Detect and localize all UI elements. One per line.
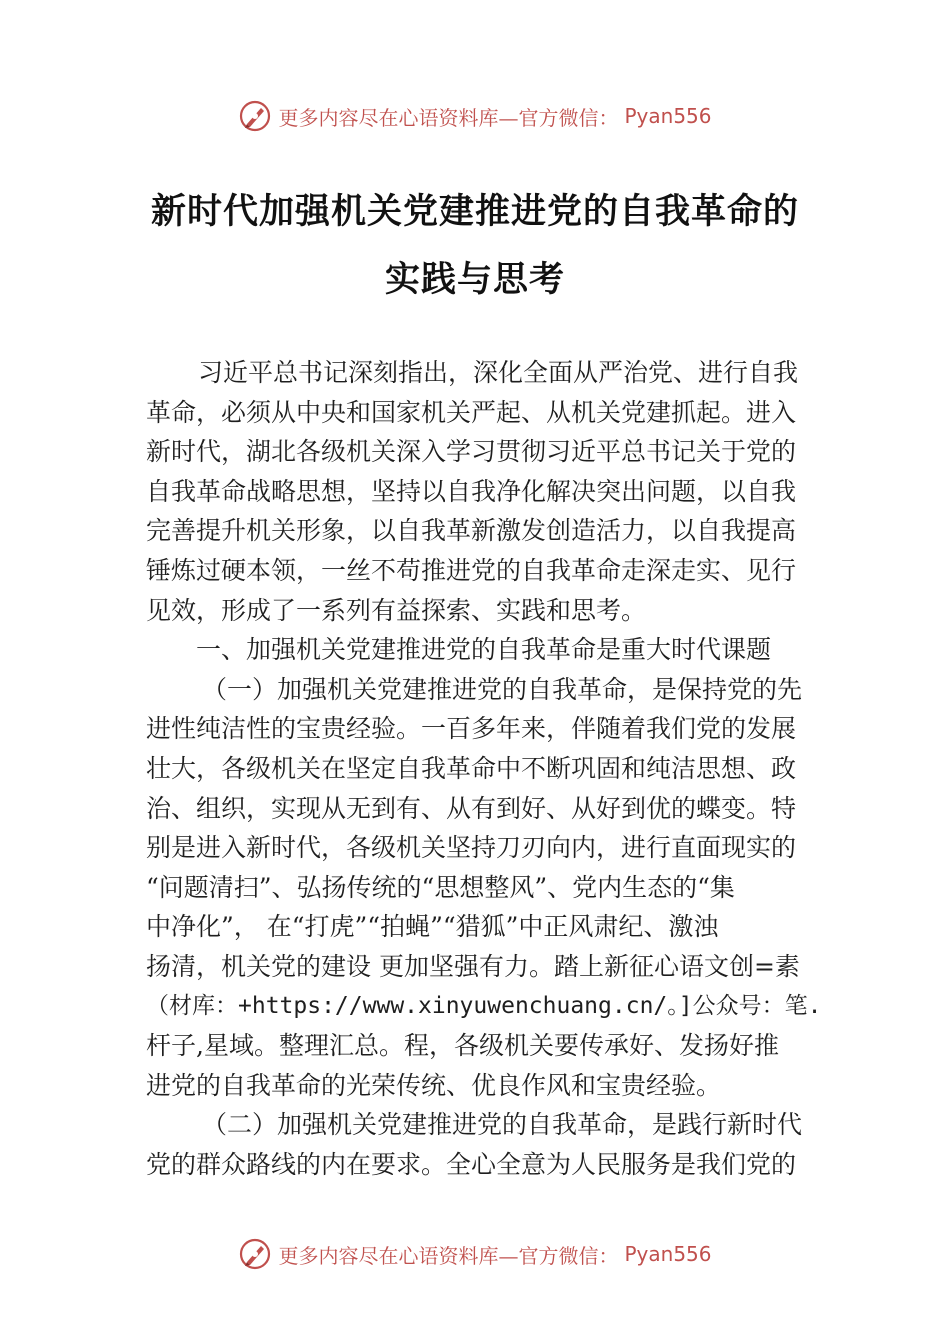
- paragraph-line: 革命，必须从中央和国家机关严起、从机关党建抓起。进入: [146, 397, 797, 427]
- watermark-text: 更多内容尽在心语资料库—官方微信：: [278, 105, 619, 130]
- paragraph-line: 自我革命战略思想，坚持以自我净化解决突出问题，以自我: [146, 476, 797, 506]
- paragraph-line: 完善提升机关形象，以自我革新激发创造活力，以自我提高: [146, 516, 797, 546]
- paragraph-line: 习近平总书记深刻指出，深化全面从严治党、进行自我: [198, 358, 799, 387]
- footer-watermark: [0, 1234, 950, 1274]
- paragraph-line: “问题清扫”、弘扬传统的“思想整风”、党内生态的“集: [146, 872, 735, 902]
- document-title-line-1: 新时代加强机关党建推进党的自我革命的: [150, 191, 799, 232]
- pen-circle-logo-icon: [238, 99, 272, 133]
- watermark-wechat-id: Pyan556: [624, 1242, 712, 1266]
- paragraph-line: 壮大，各级机关在坚定自我革命中不断巩固和纯洁思想、政: [146, 753, 797, 783]
- paragraph-line: 见效，形成了一系列有益探索、实践和思考。: [146, 595, 647, 625]
- pen-circle-logo-icon: [238, 1237, 272, 1271]
- paragraph-line: 中净化”， 在“打虎”“拍蝇”“猎狐”中正风肃纪、激浊: [146, 912, 719, 942]
- paragraph-line: 杆子,星域。整理汇总。程，各级机关要传承好、发扬好推: [146, 1031, 779, 1061]
- paragraph-line: 锤炼过硬本领，一丝不苟推进党的自我革命走深走实、见行: [146, 555, 797, 585]
- paragraph-line: 扬清，机关党的建设 更加坚强有力。踏上新征心语文创=素: [146, 951, 800, 981]
- document-body: [146, 353, 822, 1184]
- subsection-line: （一）加强机关党建推进党的自我革命，是保持党的先: [202, 674, 803, 704]
- paragraph-line: 治、组织，实现从无到有、从有到好、从好到优的蝶变。特: [146, 793, 797, 823]
- header-watermark: [0, 96, 950, 136]
- paragraph-line: 新时代，湖北各级机关深入学习贯彻习近平总书记关于党的: [146, 437, 797, 467]
- watermark-wechat-id: Pyan556: [624, 104, 712, 128]
- paragraph-line: 党的群众路线的内在要求。全心全意为人民服务是我们党的: [146, 1149, 797, 1179]
- document-title-line-2: 实践与思考: [384, 259, 565, 300]
- watermark-text: 更多内容尽在心语资料库—官方微信：: [278, 1243, 619, 1268]
- subsection-line: （二）加强机关党建推进党的自我革命，是践行新时代: [202, 1110, 803, 1140]
- paragraph-line-url: （材库：+https://www.xinyuwenchuang.cn/。]公众号：笔.: [146, 992, 822, 1019]
- paragraph-line: 进党的自我革命的光荣传统、优良作风和宝贵经验。: [146, 1070, 722, 1100]
- paragraph-line: 别是进入新时代，各级机关坚持刀刃向内，进行直面现实的: [146, 833, 797, 863]
- section-heading: 一、加强机关党建推进党的自我革命是重大时代课题: [196, 635, 772, 665]
- paragraph-line: 进性纯洁性的宝贵经验。一百多年来，伴随着我们党的发展: [146, 714, 797, 744]
